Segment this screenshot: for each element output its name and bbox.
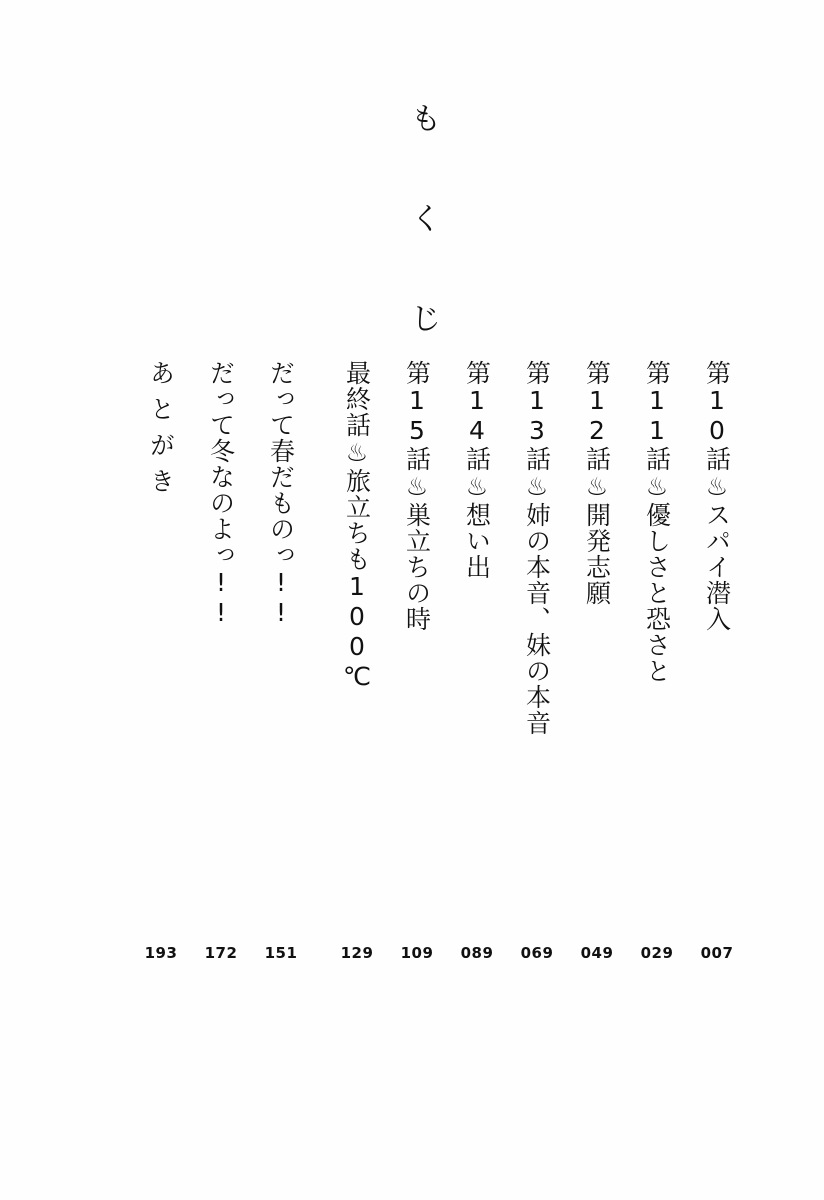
toc-entry[interactable]: [635, 360, 679, 688]
toc-entry-page-number: 129: [340, 944, 374, 962]
toc-entry-page-number: 069: [520, 944, 554, 962]
page-title-char-3: じ: [411, 302, 441, 337]
toc-entry[interactable]: [575, 360, 619, 610]
toc-entry-title: 第12話♨開発志願: [582, 360, 612, 606]
toc-entry-page-number: 029: [640, 944, 674, 962]
toc-entry[interactable]: [455, 360, 499, 584]
toc-entry-list: [40, 360, 740, 1000]
toc-entry[interactable]: [199, 360, 243, 632]
toc-entry-page-number: 049: [580, 944, 614, 962]
toc-entry[interactable]: [695, 360, 739, 636]
toc-entry-title: あとがき: [146, 360, 176, 504]
toc-entry-title: 第11話♨優しさと恐さと: [642, 360, 672, 684]
page-title: [396, 70, 456, 370]
toc-entry-page-number: 007: [700, 944, 734, 962]
toc-entry-title: 第14話♨想い出: [462, 360, 492, 580]
toc-entry-page-number: 089: [460, 944, 494, 962]
toc-entry[interactable]: [335, 360, 379, 696]
toc-entry-title: 最終話♨旅立ちも100℃: [342, 360, 372, 692]
toc-entry[interactable]: [515, 360, 559, 740]
toc-entry-title: 第10話♨スパイ潜入: [702, 360, 732, 632]
toc-entry-page-number: 109: [400, 944, 434, 962]
toc-entry-title: 第13話♨姉の本音、妹の本音: [522, 360, 552, 736]
toc-entry-title: だって冬なのよっ!!: [206, 360, 236, 628]
toc-entry-title: だって春だものっ!!: [266, 360, 296, 628]
toc-entry[interactable]: [259, 360, 303, 632]
toc-entry-page-number: 151: [264, 944, 298, 962]
toc-entry-title: 第15話♨巣立ちの時: [402, 360, 432, 632]
toc-entry-page-number: 193: [144, 944, 178, 962]
toc-entry[interactable]: [395, 360, 439, 636]
toc-entry[interactable]: [139, 360, 183, 508]
page-title-char-1: も: [411, 102, 441, 137]
page-title-char-2: く: [411, 202, 441, 237]
toc-page-number-list: [40, 944, 740, 968]
toc-entry-page-number: 172: [204, 944, 238, 962]
